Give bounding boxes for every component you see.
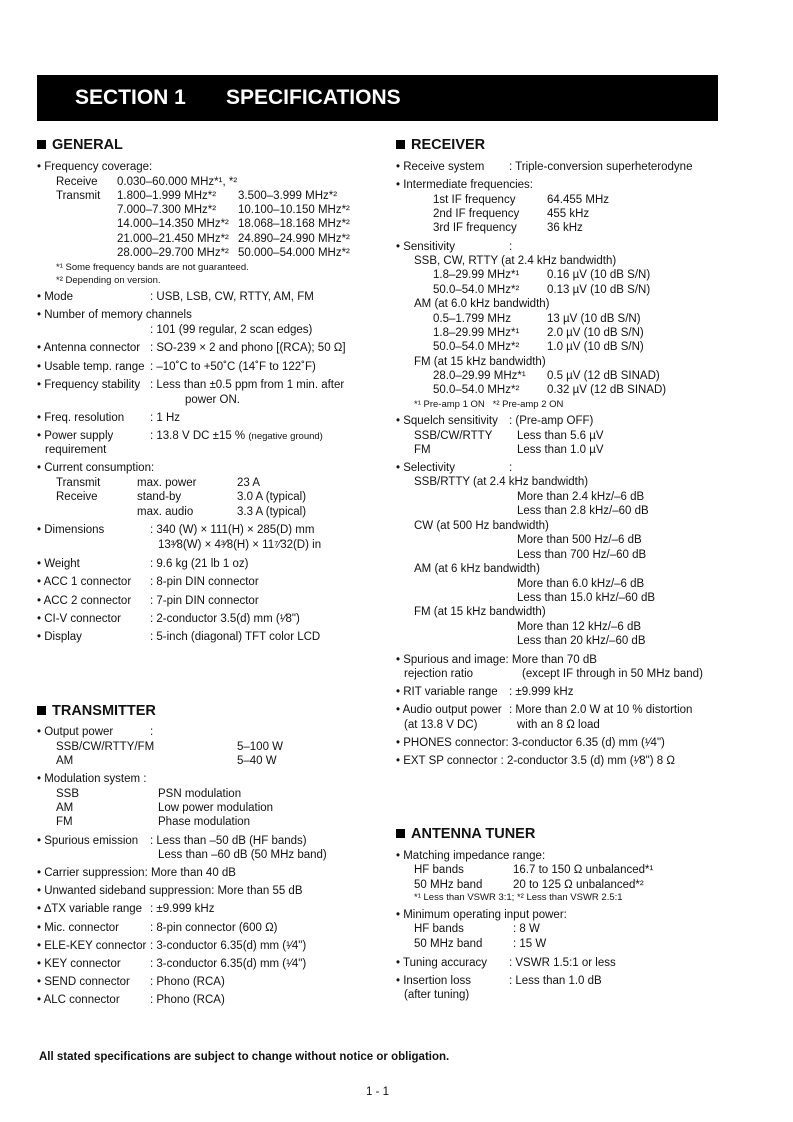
spurious-image-label: • Spurious and image: More than 70 dB (396, 654, 597, 666)
sens-range: 1.8–29.99 MHz*¹ (433, 269, 520, 281)
spurious-value-cont: Less than –60 dB (50 MHz band) (158, 849, 327, 861)
antenna-tuner-heading: ANTENNA TUNER (396, 826, 535, 842)
memory-value: : 101 (99 regular, 2 scan edges) (150, 324, 313, 336)
tx-range: 1.800–1.999 MHz*² (117, 190, 217, 202)
resolution-value: : 1 Hz (150, 412, 181, 424)
insertion-loss-label: • Insertion loss (396, 975, 471, 987)
elekey-label: • ELE-KEY connector (37, 940, 147, 952)
current-rx-cond: max. audio (137, 506, 194, 518)
footnote-1: *¹ Some frequency bands are not guaranteed. (56, 262, 249, 273)
square-bullet-icon (396, 140, 405, 149)
current-tx-cond: max. power (137, 477, 197, 489)
current-tx-label: Transmit (56, 477, 101, 489)
power-supply-label: • Power supply (37, 430, 114, 442)
current-label: • Current consumption: (37, 462, 155, 474)
sens-footnote: *¹ Pre-amp 1 ON *² Pre-amp 2 ON (414, 399, 564, 410)
civ-value: : 2-conductor 3.5(d) mm (¹⁄8") (150, 613, 300, 625)
square-bullet-icon (37, 140, 46, 149)
receive-label: Receive (56, 176, 98, 188)
unwanted-sideband: • Unwanted sideband suppression: More than 55 dB (37, 885, 303, 897)
sens-am-label: AM (at 6.0 kHz bandwidth) (414, 298, 550, 310)
civ-label: • CI-V connector (37, 613, 121, 625)
sq-ssb-value: Less than 5.6 µV (517, 430, 604, 442)
square-bullet-icon (37, 706, 46, 715)
insertion-loss-label-cont: (after tuning) (404, 989, 470, 1001)
if3-value: 36 kHz (547, 222, 583, 234)
temp-value: : –10˚C to +50˚C (14˚F to 122˚F) (150, 361, 316, 373)
modulation-label: • Modulation system : (37, 773, 147, 785)
power-supply-label-cont: requirement (45, 444, 107, 456)
sq-fm-value: Less than 1.0 µV (517, 444, 604, 456)
dimensions-label: • Dimensions (37, 524, 105, 536)
alc-value: : Phono (RCA) (150, 994, 225, 1006)
mod-ssb-label: SSB (56, 788, 80, 800)
general-heading: GENERAL (37, 137, 123, 153)
receive-system-label: • Receive system (396, 161, 485, 173)
resolution-label: • Freq. resolution (37, 412, 125, 424)
op-am-value: 5–40 W (237, 755, 277, 767)
weight-label: • Weight (37, 558, 80, 570)
mod-ssb-value: PSN modulation (158, 788, 242, 800)
transmitter-heading: TRANSMITTER (37, 703, 156, 719)
rit-label: • RIT variable range (396, 686, 498, 698)
transmit-label: Transmit (56, 190, 101, 202)
key-label: • KEY connector (37, 958, 121, 970)
current-tx-value: 23 A (237, 477, 261, 489)
rejection-ratio-label: rejection ratio (404, 668, 474, 680)
min-hf-value: : 8 W (513, 923, 540, 935)
sens-range: 1.8–29.99 MHz*¹ (433, 327, 520, 339)
dimensions-value-in: 13³⁄8(W) × 4³⁄8(H) × 11⁷⁄32(D) in (158, 539, 322, 551)
current-rx-value: 3.0 A (typical) (237, 491, 307, 503)
receive-range: 0.030–60.000 MHz*¹, *² (117, 176, 238, 188)
audio-output-label: • Audio output power (396, 704, 502, 716)
mode-value: : USB, LSB, CW, RTTY, AM, FM (150, 291, 314, 303)
min-hf-label: HF bands (414, 923, 464, 935)
sens-value: 0.16 µV (10 dB S/N) (547, 269, 651, 281)
sens-range: 0.5–1.799 MHz (433, 313, 511, 325)
tx-range: 10.100–10.150 MHz*² (238, 204, 350, 216)
sens-range: 50.0–54.0 MHz*² (433, 341, 520, 353)
selectivity-colon: : (509, 462, 513, 474)
sens-value: 1.0 µV (10 dB S/N) (547, 341, 644, 353)
sel-value: Less than 15.0 kHz/–60 dB (517, 592, 656, 604)
sensitivity-colon: : (509, 241, 513, 253)
tx-range: 14.000–14.350 MHz*² (117, 218, 229, 230)
sensitivity-label: • Sensitivity (396, 241, 455, 253)
display-value: : 5-inch (diagonal) TFT color LCD (150, 631, 321, 643)
mi-hf-label: HF bands (414, 864, 464, 876)
min-power-label: • Minimum operating input power: (396, 909, 567, 921)
sel-value: Less than 20 kHz/–60 dB (517, 635, 646, 647)
spurious-value: : Less than –50 dB (HF bands) (150, 835, 307, 847)
sens-value: 0.32 µV (12 dB SINAD) (547, 384, 667, 396)
current-rx-value: 3.3 A (typical) (237, 506, 307, 518)
tx-range: 50.000–54.000 MHz*² (238, 247, 350, 259)
tx-range: 7.000–7.300 MHz*² (117, 204, 217, 216)
phones-connector: • PHONES connector: 3-conductor 6.35 (d) mm (¹⁄4") (396, 737, 665, 749)
receive-system-value: : Triple-conversion superheterodyne (509, 161, 693, 173)
mic-value: : 8-pin connector (600 Ω) (150, 922, 278, 934)
sq-ssb-label: SSB/CW/RTTY (414, 430, 493, 442)
alc-label: • ALC connector (37, 994, 120, 1006)
min-50-label: 50 MHz band (414, 938, 483, 950)
spurious-label: • Spurious emission (37, 835, 139, 847)
audio-output-label-cont: (at 13.8 V DC) (404, 719, 478, 731)
mode-label: • Mode (37, 291, 73, 303)
mod-fm-label: FM (56, 816, 73, 828)
freq-coverage-label: • Frequency coverage: (37, 161, 153, 173)
sel-value: More than 12 kHz/–6 dB (517, 621, 642, 633)
footer-note: All stated specifications are subject to change without notice or obligation. (39, 1051, 450, 1063)
sens-ssb-label: SSB, CW, RTTY (at 2.4 kHz bandwidth) (414, 255, 617, 267)
audio-output-value: : More than 2.0 W at 10 % distortion (509, 704, 693, 716)
sens-fm-label: FM (at 15 kHz bandwidth) (414, 356, 546, 368)
mic-label: • Mic. connector (37, 922, 119, 934)
tx-range: 28.000–29.700 MHz*² (117, 247, 229, 259)
op-am-label: AM (56, 755, 74, 767)
memory-label: • Number of memory channels (37, 309, 192, 321)
mod-am-value: Low power modulation (158, 802, 274, 814)
sel-value: Less than 2.8 kHz/–60 dB (517, 505, 649, 517)
sel-fm-label: FM (at 15 kHz bandwidth) (414, 606, 546, 618)
sel-value: Less than 700 Hz/–60 dB (517, 549, 647, 561)
current-rx-label: Receive (56, 491, 98, 503)
mi-50-value: 20 to 125 Ω unbalanced*² (513, 879, 644, 891)
acc1-label: • ACC 1 connector (37, 576, 132, 588)
acc2-label: • ACC 2 connector (37, 595, 132, 607)
sens-range: 50.0–54.0 MHz*² (433, 384, 520, 396)
dimensions-value: : 340 (W) × 111(H) × 285(D) mm (150, 524, 315, 536)
section-number: SECTION 1 (75, 86, 186, 109)
insertion-loss-value: : Less than 1.0 dB (509, 975, 602, 987)
if2-value: 455 kHz (547, 208, 590, 220)
tx-range: 18.068–18.168 MHz*² (238, 218, 350, 230)
section-banner (37, 75, 718, 121)
send-value: : Phono (RCA) (150, 976, 225, 988)
acc1-value: : 8-pin DIN connector (150, 576, 259, 588)
carrier-suppression: • Carrier suppression: More than 40 dB (37, 867, 236, 879)
op-ssb-label: SSB/CW/RTTY/FM (56, 741, 155, 753)
op-ssb-value: 5–100 W (237, 741, 284, 753)
mi-hf-value: 16.7 to 150 Ω unbalanced*¹ (513, 864, 654, 876)
output-power-colon: : (150, 726, 154, 738)
if2-label: 2nd IF frequency (433, 208, 520, 220)
send-label: • SEND connector (37, 976, 130, 988)
footnote-2: *² Depending on version. (56, 275, 161, 286)
sel-value: More than 2.4 kHz/–6 dB (517, 491, 645, 503)
sens-range: 28.0–29.99 MHz*¹ (433, 370, 526, 382)
if1-label: 1st IF frequency (433, 194, 516, 206)
sel-cw-label: CW (at 500 Hz bandwidth) (414, 520, 549, 532)
display-label: • Display (37, 631, 82, 643)
min-50-value: : 15 W (513, 938, 547, 950)
output-power-label: • Output power (37, 726, 114, 738)
sel-am-label: AM (at 6 kHz bandwidth) (414, 563, 540, 575)
weight-value: : 9.6 kg (21 lb 1 oz) (150, 558, 249, 570)
sens-value: 0.13 µV (10 dB S/N) (547, 284, 651, 296)
section-title: SPECIFICATIONS (226, 86, 401, 109)
mod-am-label: AM (56, 802, 74, 814)
stability-label: • Frequency stability (37, 379, 141, 391)
antenna-label: • Antenna connector (37, 342, 141, 354)
tx-range: 24.890–24.990 MHz*² (238, 233, 350, 245)
sel-value: More than 6.0 kHz/–6 dB (517, 578, 645, 590)
tuning-accuracy-label: • Tuning accuracy (396, 957, 487, 969)
sq-fm-label: FM (414, 444, 431, 456)
key-value: : 3-conductor 6.35(d) mm (¹⁄4") (150, 958, 307, 970)
temp-label: • Usable temp. range (37, 361, 145, 373)
dtx-label: • ∆TX variable range (37, 903, 143, 915)
if3-label: 3rd IF frequency (433, 222, 517, 234)
power-supply-value: : 13.8 V DC ±15 % (negative ground) (150, 430, 323, 442)
audio-output-value-cont: with an 8 Ω load (517, 719, 600, 731)
rejection-ratio-value: (except IF through in 50 MHz band) (522, 668, 703, 680)
antenna-value: : SO-239 × 2 and phono [(RCA); 50 Ω] (150, 342, 346, 354)
sens-value: 0.5 µV (12 dB SINAD) (547, 370, 660, 382)
tx-range: 21.000–21.450 MHz*² (117, 233, 229, 245)
sens-range: 50.0–54.0 MHz*² (433, 284, 520, 296)
matching-impedance-label: • Matching impedance range: (396, 850, 546, 862)
sel-ssb-label: SSB/RTTY (at 2.4 kHz bandwidth) (414, 476, 589, 488)
receiver-heading: RECEIVER (396, 137, 485, 153)
square-bullet-icon (396, 829, 405, 838)
acc2-value: : 7-pin DIN connector (150, 595, 259, 607)
sens-value: 2.0 µV (10 dB S/N) (547, 327, 644, 339)
stability-value: : Less than ±0.5 ppm from 1 min. after (150, 379, 345, 391)
page-number: 1 - 1 (366, 1086, 390, 1098)
stability-value-cont: power ON. (185, 394, 240, 406)
ext-sp-connector: • EXT SP connector : 2-conductor 3.5 (d) mm (¹⁄8") 8 Ω (396, 755, 675, 767)
rit-value: : ±9.999 kHz (509, 686, 574, 698)
if1-value: 64.455 MHz (547, 194, 610, 206)
elekey-value: : 3-conductor 6.35(d) mm (¹⁄4") (150, 940, 307, 952)
if-label: • Intermediate frequencies: (396, 179, 533, 191)
dtx-value: : ±9.999 kHz (150, 903, 215, 915)
mod-fm-value: Phase modulation (158, 816, 251, 828)
current-rx-cond: stand-by (137, 491, 182, 503)
squelch-label: • Squelch sensitivity (396, 415, 498, 427)
mi-footnote: *¹ Less than VSWR 3:1; *² Less than VSWR 2.5:1 (414, 892, 623, 903)
squelch-value: : (Pre-amp OFF) (509, 415, 594, 427)
selectivity-label: • Selectivity (396, 462, 455, 474)
mi-50-label: 50 MHz band (414, 879, 483, 891)
sel-value: More than 500 Hz/–6 dB (517, 534, 642, 546)
sens-value: 13 µV (10 dB S/N) (547, 313, 641, 325)
tuning-accuracy-value: : VSWR 1.5:1 or less (509, 957, 616, 969)
tx-range: 3.500–3.999 MHz*² (238, 190, 338, 202)
